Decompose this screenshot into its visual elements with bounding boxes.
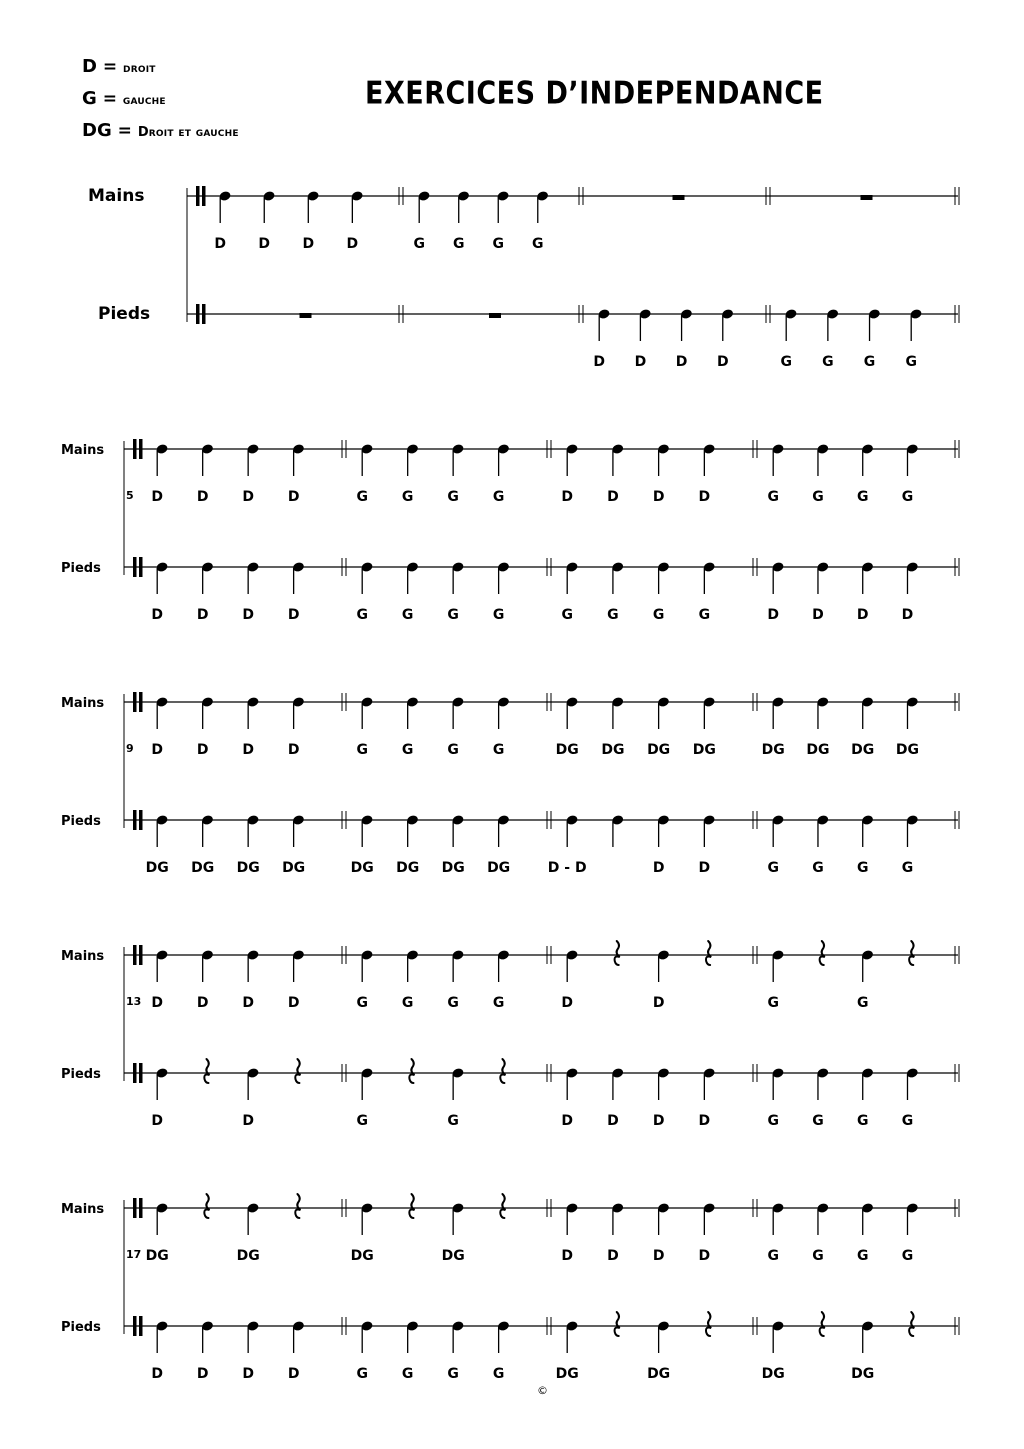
quarter-rest	[295, 1194, 300, 1218]
hands-note-label: DG	[761, 742, 785, 758]
measure-rest	[673, 195, 685, 200]
hands-note-label: D	[151, 742, 164, 758]
part-label-hands: Mains	[61, 1202, 105, 1217]
feet-note-label: D	[593, 354, 606, 370]
hands-note-label: G	[767, 489, 779, 505]
percussion-clef-bar	[196, 186, 200, 206]
feet-note-label: DG	[555, 1366, 579, 1382]
feet-note-label: D	[287, 607, 300, 623]
hands-note-label: D	[258, 236, 271, 252]
part-label-hands: Mains	[88, 186, 145, 206]
hands-note-label: D	[698, 489, 711, 505]
hands-note-label: D	[652, 1248, 665, 1264]
hands-note-label: D	[561, 1248, 574, 1264]
hands-note-label: G	[856, 995, 869, 1011]
feet-note-label: DG	[396, 860, 420, 876]
percussion-clef-bar	[139, 945, 143, 965]
quarter-rest	[295, 1059, 300, 1083]
part-label-feet: Pieds	[61, 561, 101, 576]
quarter-rest	[615, 1312, 620, 1336]
hands-note-label: D	[287, 995, 300, 1011]
quarter-rest	[615, 941, 620, 965]
feet-note-label: D - D	[547, 860, 587, 876]
feet-note-label: D	[196, 1366, 209, 1382]
measure-rest	[489, 313, 501, 318]
hands-note-label: G	[447, 742, 459, 758]
hands-note-label: DG	[851, 742, 875, 758]
hands-note-label: DG	[350, 1248, 374, 1264]
feet-note-label: DG	[145, 860, 169, 876]
hands-note-label: G	[767, 1248, 779, 1264]
hands-note-label: D	[287, 489, 300, 505]
feet-note-label: DG	[851, 1366, 875, 1382]
hands-note-label: G	[812, 489, 824, 505]
hands-note-label: G	[452, 236, 465, 252]
quarter-rest	[204, 1059, 209, 1083]
feet-note-label: G	[492, 607, 505, 623]
measure-number: 9	[126, 742, 134, 755]
copyright-mark: ©	[537, 1384, 548, 1397]
page-title: EXERCICES D’INDEPENDANCE	[365, 76, 824, 112]
hands-note-label: DG	[555, 742, 579, 758]
part-label-feet: Pieds	[61, 1320, 101, 1335]
quarter-rest	[820, 941, 825, 965]
hands-note-label: G	[492, 742, 505, 758]
feet-note-label: D	[652, 860, 665, 876]
percussion-clef-bar	[139, 810, 143, 830]
hands-note-label: D	[242, 742, 254, 758]
feet-note-label: D	[675, 354, 688, 370]
hands-note-label: DG	[895, 742, 920, 758]
hands-note-label: G	[356, 995, 368, 1011]
percussion-clef-bar	[196, 304, 200, 324]
feet-note-label: DG	[761, 1366, 785, 1382]
feet-note-label: G	[812, 860, 824, 876]
hands-note-label: G	[401, 742, 414, 758]
quarter-rest	[204, 1194, 209, 1218]
hands-note-label: D	[346, 236, 359, 252]
percussion-clef-bar	[139, 1316, 143, 1336]
hands-note-label: D	[196, 742, 209, 758]
hands-note-label: D	[151, 489, 164, 505]
percussion-clef-bar	[202, 304, 206, 324]
hands-note-label: D	[607, 1248, 619, 1264]
legend-row-droit: D = droit	[82, 56, 156, 77]
feet-note-label: D	[607, 1113, 619, 1129]
hands-note-label: D	[196, 489, 209, 505]
feet-note-label: G	[356, 1113, 368, 1129]
quarter-rest	[909, 1312, 914, 1336]
feet-note-label: G	[401, 1366, 414, 1382]
hands-note-label: D	[242, 489, 254, 505]
feet-note-label: D	[242, 1366, 254, 1382]
feet-note-label: D	[634, 354, 647, 370]
hands-note-label: D	[196, 995, 209, 1011]
feet-note-label: DG	[487, 860, 511, 876]
percussion-clef-bar	[133, 1316, 137, 1336]
hands-note-label: G	[901, 489, 914, 505]
hands-note-label: D	[214, 236, 227, 252]
feet-note-label: G	[780, 354, 792, 370]
feet-note-label: G	[401, 607, 414, 623]
percussion-clef-bar	[133, 557, 137, 577]
percussion-clef-bar	[139, 1198, 143, 1218]
feet-note-label: G	[561, 607, 573, 623]
feet-note-label: D	[242, 1113, 254, 1129]
feet-note-label: G	[901, 1113, 914, 1129]
percussion-clef-bar	[133, 439, 137, 459]
feet-note-label: G	[856, 1113, 869, 1129]
hands-note-label: DG	[806, 742, 830, 758]
percussion-clef-bar	[133, 1063, 137, 1083]
hands-note-label: G	[767, 995, 779, 1011]
quarter-rest	[706, 1312, 711, 1336]
percussion-clef-bar	[202, 186, 206, 206]
feet-note-label: G	[856, 860, 869, 876]
feet-note-label: G	[901, 860, 914, 876]
feet-note-label: DG	[350, 860, 374, 876]
hands-note-label: G	[812, 1248, 824, 1264]
hands-note-label: D	[151, 995, 164, 1011]
quarter-rest	[500, 1194, 505, 1218]
feet-note-label: G	[767, 1113, 779, 1129]
feet-note-label: D	[812, 607, 824, 623]
quarter-rest	[500, 1059, 505, 1083]
percussion-clef-bar	[133, 810, 137, 830]
percussion-clef-bar	[139, 557, 143, 577]
part-label-hands: Mains	[61, 696, 105, 711]
feet-note-label: G	[863, 354, 876, 370]
feet-note-label: G	[447, 607, 459, 623]
percussion-clef-bar	[133, 1198, 137, 1218]
hands-note-label: DG	[441, 1248, 465, 1264]
hands-note-label: D	[242, 995, 254, 1011]
hands-note-label: D	[652, 489, 665, 505]
hands-note-label: G	[856, 489, 869, 505]
feet-note-label: G	[698, 607, 711, 623]
hands-note-label: G	[356, 489, 368, 505]
hands-note-label: D	[698, 1248, 711, 1264]
hands-note-label: G	[413, 236, 425, 252]
feet-note-label: DG	[236, 860, 260, 876]
feet-note-label: D	[901, 607, 914, 623]
hands-note-label: G	[901, 1248, 914, 1264]
hands-note-label: G	[492, 489, 505, 505]
hands-note-label: DG	[647, 742, 671, 758]
hands-note-label: D	[561, 489, 574, 505]
part-label-feet: Pieds	[61, 814, 101, 829]
legend-row-droit-et-gauche: DG = Droit et gauche	[82, 120, 239, 141]
measure-number: 13	[126, 995, 142, 1008]
feet-note-label: DG	[441, 860, 465, 876]
hands-note-label: DG	[145, 1248, 169, 1264]
feet-note-label: G	[356, 607, 368, 623]
percussion-clef-bar	[133, 692, 137, 712]
percussion-clef-bar	[139, 692, 143, 712]
hands-note-label: G	[856, 1248, 869, 1264]
hands-note-label: G	[356, 742, 368, 758]
feet-note-label: D	[151, 1113, 164, 1129]
feet-note-label: G	[652, 607, 665, 623]
quarter-rest	[409, 1059, 414, 1083]
percussion-clef-bar	[133, 945, 137, 965]
feet-note-label: G	[447, 1113, 459, 1129]
percussion-clef-bar	[139, 439, 143, 459]
hands-note-label: G	[532, 236, 544, 252]
measure-rest	[861, 195, 873, 200]
feet-note-label: G	[607, 607, 619, 623]
feet-note-label: D	[698, 860, 711, 876]
quarter-rest	[706, 941, 711, 965]
part-label-feet: Pieds	[61, 1067, 101, 1082]
feet-note-label: G	[905, 354, 917, 370]
hands-note-label: G	[492, 995, 505, 1011]
hands-note-label: G	[401, 489, 414, 505]
feet-note-label: G	[492, 1366, 505, 1382]
part-label-hands: Mains	[61, 949, 105, 964]
feet-note-label: D	[287, 1366, 300, 1382]
hands-note-label: G	[447, 489, 459, 505]
feet-note-label: DG	[191, 860, 215, 876]
hands-note-label: G	[401, 995, 414, 1011]
hands-note-label: DG	[236, 1248, 260, 1264]
hands-note-label: D	[561, 995, 574, 1011]
feet-note-label: D	[698, 1113, 711, 1129]
hands-note-label: G	[447, 995, 459, 1011]
feet-note-label: G	[812, 1113, 824, 1129]
measure-rest	[300, 313, 312, 318]
quarter-rest	[909, 941, 914, 965]
part-label-feet: Pieds	[98, 304, 151, 324]
measure-number: 5	[126, 489, 134, 502]
feet-note-label: D	[242, 607, 254, 623]
feet-note-label: D	[652, 1113, 665, 1129]
hands-note-label: D	[607, 489, 619, 505]
feet-note-label: D	[716, 354, 729, 370]
hands-note-label: D	[287, 742, 300, 758]
feet-note-label: G	[767, 860, 779, 876]
hands-note-label: D	[652, 995, 665, 1011]
feet-note-label: D	[151, 1366, 164, 1382]
feet-note-label: D	[151, 607, 164, 623]
hands-note-label: DG	[692, 742, 716, 758]
measure-number: 17	[126, 1248, 142, 1261]
legend-row-gauche: G = gauche	[82, 88, 166, 109]
feet-note-label: G	[822, 354, 834, 370]
quarter-rest	[409, 1194, 414, 1218]
quarter-rest	[820, 1312, 825, 1336]
feet-note-label: DG	[647, 1366, 671, 1382]
feet-note-label: D	[856, 607, 869, 623]
hands-note-label: DG	[601, 742, 625, 758]
hands-note-label: D	[302, 236, 315, 252]
feet-note-label: G	[356, 1366, 368, 1382]
percussion-clef-bar	[139, 1063, 143, 1083]
feet-note-label: DG	[282, 860, 306, 876]
feet-note-label: G	[447, 1366, 459, 1382]
feet-note-label: D	[767, 607, 780, 623]
feet-note-label: D	[561, 1113, 574, 1129]
part-label-hands: Mains	[61, 443, 105, 458]
feet-note-label: D	[196, 607, 209, 623]
hands-note-label: G	[492, 236, 504, 252]
